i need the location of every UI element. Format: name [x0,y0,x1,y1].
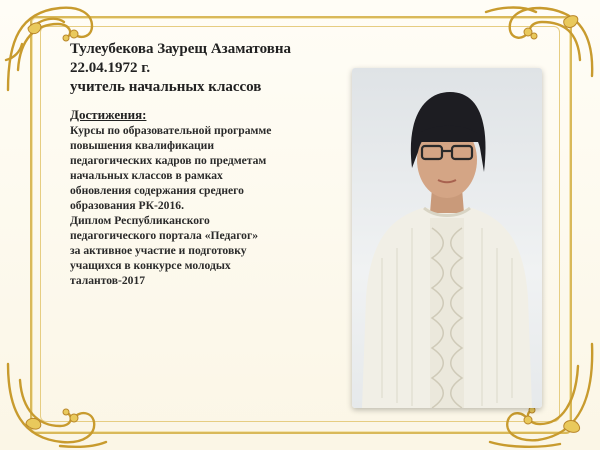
teacher-role: учитель начальных классов [70,79,262,95]
achievement-line: повышения квалификации [70,139,215,152]
corner-ornament-bottom-left [0,360,110,450]
portrait-photo [352,68,542,408]
achievement-line: Курсы по образовательной программе [70,124,272,137]
achievement-line: образования РК-2016. [70,199,184,212]
achievement-line: начальных классов в рамках [70,169,223,182]
achievement-line: обновления содержания среднего [70,184,244,197]
achievements-title: Достижения: [70,107,147,122]
teacher-name: Тулеубекова Заурещ Азаматовна [70,41,291,57]
achievement-line: Диплом Республиканского [70,214,210,227]
birth-date: 22.04.1972 г. [70,60,151,76]
info-text-block [70,40,350,288]
achievement-line: за активное участие и подготовку [70,244,247,257]
achievement-line: талантов-2017 [70,274,146,287]
achievement-line: учащихся в конкурсе молодых [70,259,231,272]
achievement-line: педагогического портала «Педагог» [70,229,259,242]
achievement-line: педагогических кадров по предметам [70,154,267,167]
